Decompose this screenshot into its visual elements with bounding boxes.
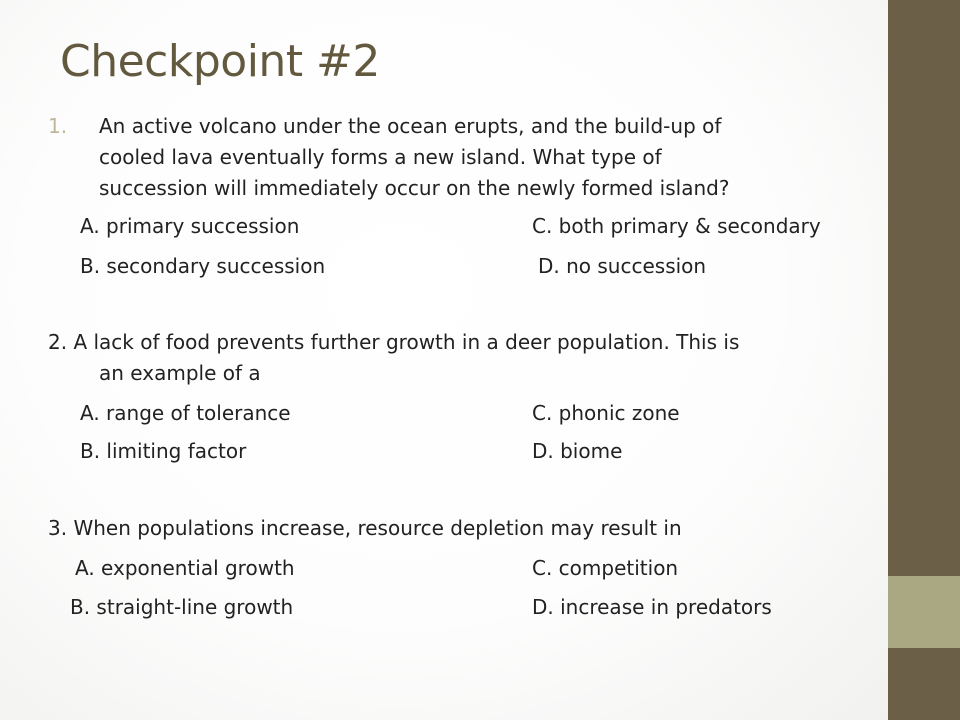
question-1-line-1: An active volcano under the ocean erupts, and the build-up of [99, 114, 722, 138]
question-1-option-a: A. primary succession [80, 214, 300, 238]
question-2-option-d: D. biome [532, 439, 623, 463]
question-1-option-b: B. secondary succession [80, 254, 326, 278]
question-3-option-b: B. straight-line growth [70, 595, 294, 619]
side-band-accent [888, 576, 960, 648]
question-2-option-a: A. range of tolerance [80, 401, 291, 425]
question-1-option-d: D. no succession [538, 254, 707, 278]
question-3-option-c: C. competition [532, 556, 679, 580]
question-1-option-c: C. both primary & secondary [532, 214, 821, 238]
slide-title: Checkpoint #2 [60, 36, 380, 87]
question-1-number: 1. [48, 114, 68, 138]
question-2-option-c: C. phonic zone [532, 401, 680, 425]
question-2-option-b: B. limiting factor [80, 439, 247, 463]
question-2-line-2: an example of a [99, 361, 261, 385]
question-1-line-2: cooled lava eventually forms a new island. What type of [99, 145, 662, 169]
question-2-line-1: 2. A lack of food prevents further growth in a deer population. This is [48, 330, 740, 354]
question-3-option-a: A. exponential growth [75, 556, 295, 580]
question-3-line-1: 3. When populations increase, resource depletion may result in [48, 516, 682, 540]
question-3-option-d: D. increase in predators [532, 595, 772, 619]
question-1-line-3: succession will immediately occur on the newly formed island? [99, 176, 730, 200]
